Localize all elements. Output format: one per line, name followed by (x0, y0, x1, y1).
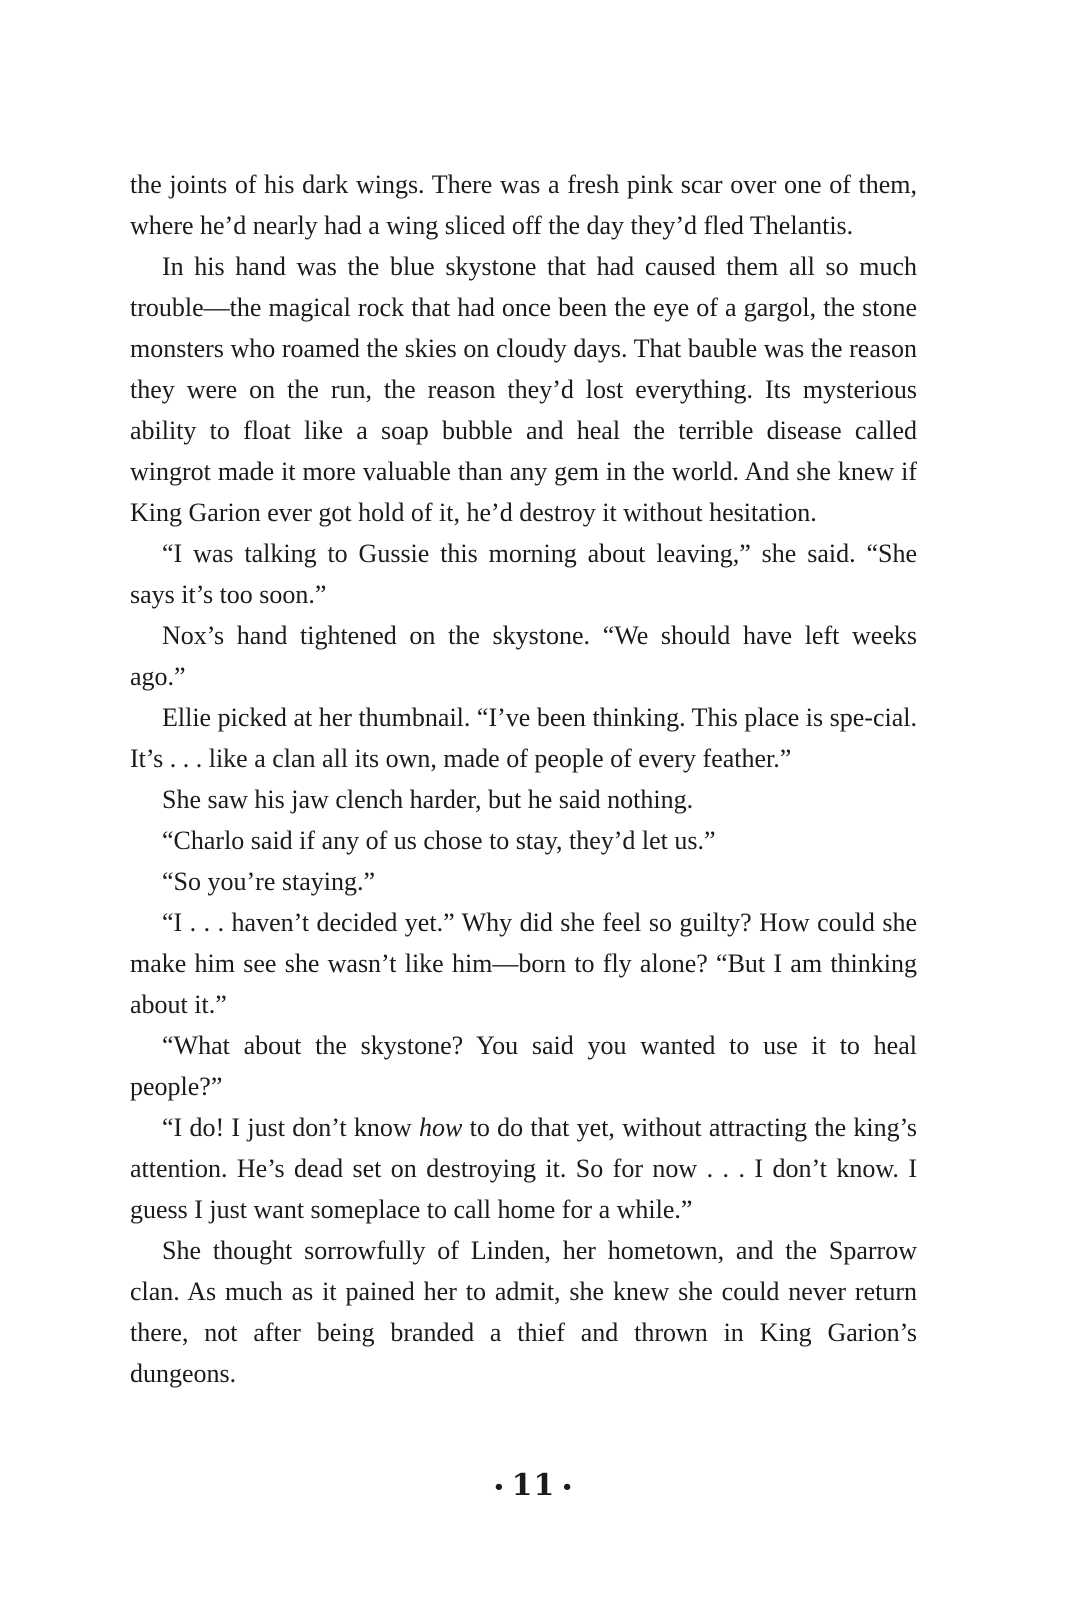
body-text (130, 164, 917, 1394)
paragraph: In his hand was the blue skystone that had caused them all so much trouble—the magical rock that had once been the eye of a gargol, the stone monsters who roamed the skies on cloudy days. That bauble was the reason they were on the run, the reason they’d lost everything. Its mysterious ability to float like a soap bubble and heal the terrible disease called wingrot made it more valuable than any gem in the world. And she knew if King Garion ever got hold of it, he’d destroy it without hesitation. (130, 252, 917, 527)
paragraph: She saw his jaw clench harder, but he said nothing. (162, 785, 694, 814)
page-number (0, 1468, 1067, 1503)
paragraph: “What about the skystone? You said you wanted to use it to heal people?” (130, 1031, 917, 1101)
paragraph-continued: the joints of his dark wings. There was a fresh pink scar over one of them, where he’d nearly had a wing sliced off the day they’d fled Thelantis. (130, 170, 917, 240)
paragraph-with-italic (130, 1107, 917, 1230)
paragraph: “Charlo said if any of us chose to stay, they’d let us.” (162, 826, 716, 855)
paragraph-text-after: to do that yet, without attracting the king’s attention. He’s dead set on destroying it. So for now . . . I don’t know. I guess I just want someplace to call home for a while.” (130, 1113, 917, 1224)
left-ornament-dot: • (493, 1476, 506, 1498)
right-ornament-dot: • (561, 1476, 574, 1498)
paragraph: “I was talking to Gussie this morning about leaving,” she said. “She says it’s too soon.” (130, 539, 917, 609)
paragraph: Ellie picked at her thumbnail. “I’ve been thinking. This place is spe-cial. It’s . . . like a clan all its own, made of people of every feather.” (130, 703, 917, 773)
paragraph-text-before: “I do! I just don’t know (162, 1113, 419, 1142)
italic-emphasis: how (418, 1113, 463, 1142)
page-number-value: 11 (511, 1468, 556, 1503)
paragraph: “I . . . haven’t decided yet.” Why did she feel so guilty? How could she make him see she wasn’t like him—born to fly alone? “But I am thinking about it.” (130, 908, 917, 1019)
paragraph: She thought sorrowfully of Linden, her hometown, and the Sparrow clan. As much as it pained her to admit, she knew she could never return there, not after being branded a thief and thrown in King Garion’s dungeons. (130, 1236, 917, 1388)
paragraph: “So you’re staying.” (162, 867, 376, 896)
paragraph: Nox’s hand tightened on the skystone. “We should have left weeks ago.” (130, 621, 917, 691)
